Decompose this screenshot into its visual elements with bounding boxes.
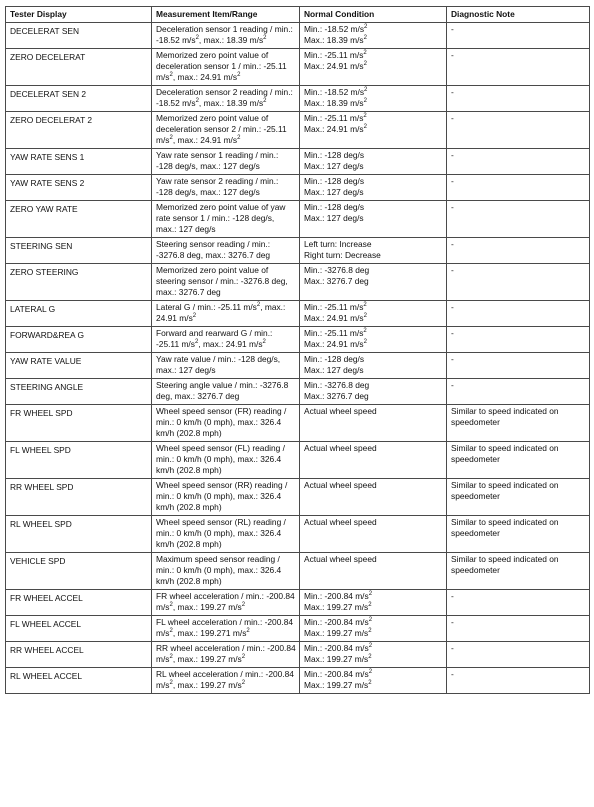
normal-condition-line: Max.: 3276.7 deg	[304, 391, 369, 401]
normal-condition-line: Min.: -128 deg/s	[304, 202, 365, 212]
measurement-range-cell: Yaw rate sensor 2 reading / min.: -128 deg/s, max.: 127 deg/s	[152, 175, 300, 201]
normal-condition-cell	[300, 149, 447, 175]
diagnostic-note-cell: Similar to speed indicated on speedometer	[447, 479, 590, 516]
normal-condition-line: Max.: 199.27 $m/s^2$	[304, 602, 372, 612]
table-body	[6, 23, 590, 694]
table-row	[6, 112, 590, 149]
measurement-range-cell: Forward and rearward G / min.: -25.11 $m/s^2$, max.: 24.91 $m/s^2$	[152, 327, 300, 353]
header-tester-display: Tester Display	[6, 7, 152, 23]
diagnostic-note-cell: -	[447, 327, 590, 353]
diagnostic-note-cell: Similar to speed indicated on speedometer	[447, 442, 590, 479]
normal-condition-cell	[300, 112, 447, 149]
normal-condition-cell	[300, 353, 447, 379]
measurement-range-cell: Deceleration sensor 1 reading / min.: -18.52 $m/s^2$, max.: 18.39 $m/s^2$	[152, 23, 300, 49]
normal-condition-cell	[300, 201, 447, 238]
normal-condition-cell	[300, 301, 447, 327]
normal-condition-cell	[300, 668, 447, 694]
normal-condition-line: Max.: 24.91 $m/s^2$	[304, 124, 367, 134]
normal-condition-line: Min.: -18.52 $m/s^2$	[304, 24, 368, 34]
measurement-range-cell: FL wheel acceleration / min.: -200.84 $m/s^2$, max.: 199.271 $m/s^2$	[152, 616, 300, 642]
document-page	[5, 6, 589, 694]
normal-condition-line: Actual wheel speed	[304, 554, 377, 564]
tester-display-cell: VEHICLE SPD	[6, 553, 152, 590]
diagnostic-note-cell: -	[447, 23, 590, 49]
diagnostic-note-cell: -	[447, 642, 590, 668]
normal-condition-cell	[300, 379, 447, 405]
measurement-range-cell: Wheel speed sensor (FL) reading / min.: 0 km/h (0 mph), max.: 326.4 km/h (202.8 mph)	[152, 442, 300, 479]
table-row	[6, 327, 590, 353]
normal-condition-line: Actual wheel speed	[304, 517, 377, 527]
table-row	[6, 553, 590, 590]
normal-condition-line: Max.: 199.27 $m/s^2$	[304, 654, 372, 664]
normal-condition-cell	[300, 405, 447, 442]
normal-condition-cell	[300, 642, 447, 668]
diagnostic-note-cell: -	[447, 201, 590, 238]
normal-condition-line: Max.: 18.39 $m/s^2$	[304, 35, 367, 45]
normal-condition-line: Min.: -200.84 $m/s^2$	[304, 669, 373, 679]
normal-condition-cell	[300, 175, 447, 201]
diagnostic-note-cell: -	[447, 238, 590, 264]
tester-display-cell: ZERO STEERING	[6, 264, 152, 301]
normal-condition-line: Max.: 127 deg/s	[304, 187, 364, 197]
table-row	[6, 149, 590, 175]
diagnostic-note-cell: -	[447, 49, 590, 86]
tester-display-cell: STEERING ANGLE	[6, 379, 152, 405]
normal-condition-line: Min.: -25.11 $m/s^2$	[304, 328, 367, 338]
table-row	[6, 616, 590, 642]
normal-condition-line: Max.: 18.39 $m/s^2$	[304, 98, 367, 108]
tester-display-cell: DECELERAT SEN	[6, 23, 152, 49]
measurement-range-cell: FR wheel acceleration / min.: -200.84 $m/s^2$, max.: 199.27 $m/s^2$	[152, 590, 300, 616]
measurement-range-cell: Steering angle value / min.: -3276.8 deg, max.: 3276.7 deg	[152, 379, 300, 405]
normal-condition-cell	[300, 49, 447, 86]
table-row	[6, 442, 590, 479]
table-row	[6, 668, 590, 694]
normal-condition-line: Max.: 127 deg/s	[304, 161, 364, 171]
tester-display-cell: RL WHEEL SPD	[6, 516, 152, 553]
measurement-range-cell: Wheel speed sensor (RL) reading / min.: 0 km/h (0 mph), max.: 326.4 km/h (202.8 mph)	[152, 516, 300, 553]
diagnostic-note-cell: -	[447, 353, 590, 379]
normal-condition-cell	[300, 327, 447, 353]
table-row	[6, 353, 590, 379]
tester-display-cell: YAW RATE SENS 2	[6, 175, 152, 201]
measurement-range-cell: RR wheel acceleration / min.: -200.84 $m/s^2$, max.: 199.27 $m/s^2$	[152, 642, 300, 668]
tester-display-cell: RR WHEEL ACCEL	[6, 642, 152, 668]
header-normal-condition: Normal Condition	[300, 7, 447, 23]
normal-condition-line: Min.: -128 deg/s	[304, 354, 365, 364]
tester-display-cell: YAW RATE SENS 1	[6, 149, 152, 175]
header-measurement-item-range: Measurement Item/Range	[152, 7, 300, 23]
table-row	[6, 590, 590, 616]
normal-condition-line: Min.: -25.11 $m/s^2$	[304, 50, 367, 60]
table-row	[6, 23, 590, 49]
table-row	[6, 516, 590, 553]
table-row	[6, 479, 590, 516]
tester-display-cell: RL WHEEL ACCEL	[6, 668, 152, 694]
table-row	[6, 264, 590, 301]
normal-condition-cell	[300, 23, 447, 49]
tester-display-cell: FR WHEEL ACCEL	[6, 590, 152, 616]
tester-display-cell: LATERAL G	[6, 301, 152, 327]
tester-display-cell: FORWARD&REA G	[6, 327, 152, 353]
normal-condition-cell	[300, 86, 447, 112]
table-row	[6, 301, 590, 327]
diagnostic-note-cell: -	[447, 175, 590, 201]
table-header	[6, 7, 590, 23]
measurement-range-cell: Maximum speed sensor reading / min.: 0 km/h (0 mph), max.: 326.4 km/h (202.8 mph)	[152, 553, 300, 590]
diagnostic-note-cell: -	[447, 86, 590, 112]
normal-condition-line: Max.: 127 deg/s	[304, 213, 364, 223]
measurement-range-cell: Steering sensor reading / min.: -3276.8 deg, max.: 3276.7 deg	[152, 238, 300, 264]
normal-condition-cell	[300, 264, 447, 301]
normal-condition-cell	[300, 442, 447, 479]
tester-display-cell: STEERING SEN	[6, 238, 152, 264]
diagnostic-note-cell: -	[447, 668, 590, 694]
measurement-range-cell: Wheel speed sensor (FR) reading / min.: 0 km/h (0 mph), max.: 326.4 km/h (202.8 mph)	[152, 405, 300, 442]
diagnostic-note-cell: -	[447, 149, 590, 175]
table-row	[6, 201, 590, 238]
normal-condition-line: Max.: 199.27 $m/s^2$	[304, 628, 372, 638]
normal-condition-line: Min.: -3276.8 deg	[304, 380, 370, 390]
normal-condition-cell	[300, 616, 447, 642]
table-row	[6, 405, 590, 442]
normal-condition-line: Min.: -200.84 $m/s^2$	[304, 617, 373, 627]
table-row	[6, 49, 590, 86]
normal-condition-line: Max.: 127 deg/s	[304, 365, 364, 375]
table-row	[6, 238, 590, 264]
normal-condition-line: Min.: -200.84 $m/s^2$	[304, 591, 373, 601]
header-row	[6, 7, 590, 23]
header-diagnostic-note: Diagnostic Note	[447, 7, 590, 23]
normal-condition-cell	[300, 553, 447, 590]
tester-display-cell: DECELERAT SEN 2	[6, 86, 152, 112]
tester-display-cell: YAW RATE VALUE	[6, 353, 152, 379]
diagnostic-note-cell: -	[447, 590, 590, 616]
diagnostic-note-cell: Similar to speed indicated on speedometer	[447, 516, 590, 553]
table-row	[6, 86, 590, 112]
normal-condition-line: Min.: -200.84 $m/s^2$	[304, 643, 373, 653]
normal-condition-line: Min.: -25.11 $m/s^2$	[304, 302, 367, 312]
measurement-range-cell: Memorized zero point value of yaw rate sensor 1 / min.: -128 deg/s, max.: 127 deg/s	[152, 201, 300, 238]
tester-display-table	[5, 6, 590, 694]
measurement-range-cell: Yaw rate sensor 1 reading / min.: -128 deg/s, max.: 127 deg/s	[152, 149, 300, 175]
normal-condition-line: Min.: -25.11 $m/s^2$	[304, 113, 367, 123]
normal-condition-line: Right turn: Decrease	[304, 250, 381, 260]
normal-condition-cell	[300, 479, 447, 516]
diagnostic-note-cell: Similar to speed indicated on speedometer	[447, 553, 590, 590]
tester-display-cell: ZERO YAW RATE	[6, 201, 152, 238]
diagnostic-note-cell: -	[447, 112, 590, 149]
normal-condition-line: Max.: 24.91 $m/s^2$	[304, 313, 367, 323]
table-row	[6, 379, 590, 405]
normal-condition-line: Max.: 3276.7 deg	[304, 276, 369, 286]
tester-display-cell: RR WHEEL SPD	[6, 479, 152, 516]
normal-condition-cell	[300, 516, 447, 553]
tester-display-cell: FL WHEEL SPD	[6, 442, 152, 479]
diagnostic-note-cell: -	[447, 301, 590, 327]
measurement-range-cell: Memorized zero point value of deceleration sensor 2 / min.: -25.11 $m/s^2$, max.: 24.91 $m/s^2$	[152, 112, 300, 149]
tester-display-cell: ZERO DECELERAT 2	[6, 112, 152, 149]
normal-condition-line: Min.: -18.52 $m/s^2$	[304, 87, 368, 97]
tester-display-cell: FR WHEEL SPD	[6, 405, 152, 442]
diagnostic-note-cell: -	[447, 264, 590, 301]
normal-condition-line: Max.: 24.91 $m/s^2$	[304, 339, 367, 349]
diagnostic-note-cell: Similar to speed indicated on speedometer	[447, 405, 590, 442]
table-row	[6, 175, 590, 201]
normal-condition-line: Actual wheel speed	[304, 406, 377, 416]
diagnostic-note-cell: -	[447, 379, 590, 405]
measurement-range-cell: Deceleration sensor 2 reading / min.: -18.52 $m/s^2$, max.: 18.39 $m/s^2$	[152, 86, 300, 112]
normal-condition-line: Actual wheel speed	[304, 443, 377, 453]
measurement-range-cell: Wheel speed sensor (RR) reading / min.: 0 km/h (0 mph), max.: 326.4 km/h (202.8 mph)	[152, 479, 300, 516]
normal-condition-line: Actual wheel speed	[304, 480, 377, 490]
tester-display-cell: FL WHEEL ACCEL	[6, 616, 152, 642]
tester-display-cell: ZERO DECELERAT	[6, 49, 152, 86]
measurement-range-cell: Lateral G / min.: -25.11 $m/s^2$, max.: 24.91 $m/s^2$	[152, 301, 300, 327]
normal-condition-line: Min.: -3276.8 deg	[304, 265, 370, 275]
normal-condition-line: Min.: -128 deg/s	[304, 150, 365, 160]
normal-condition-cell	[300, 238, 447, 264]
table-row	[6, 642, 590, 668]
diagnostic-note-cell: -	[447, 616, 590, 642]
measurement-range-cell: Memorized zero point value of steering sensor / min.: -3276.8 deg, max.: 3276.7 deg	[152, 264, 300, 301]
normal-condition-cell	[300, 590, 447, 616]
measurement-range-cell: Yaw rate value / min.: -128 deg/s, max.: 127 deg/s	[152, 353, 300, 379]
measurement-range-cell: RL wheel acceleration / min.: -200.84 $m/s^2$, max.: 199.27 $m/s^2$	[152, 668, 300, 694]
normal-condition-line: Left turn: Increase	[304, 239, 372, 249]
normal-condition-line: Max.: 199.27 $m/s^2$	[304, 680, 372, 690]
normal-condition-line: Min.: -128 deg/s	[304, 176, 365, 186]
normal-condition-line: Max.: 24.91 $m/s^2$	[304, 61, 367, 71]
measurement-range-cell: Memorized zero point value of deceleration sensor 1 / min.: -25.11 $m/s^2$, max.: 24.91 $m/s^2$	[152, 49, 300, 86]
